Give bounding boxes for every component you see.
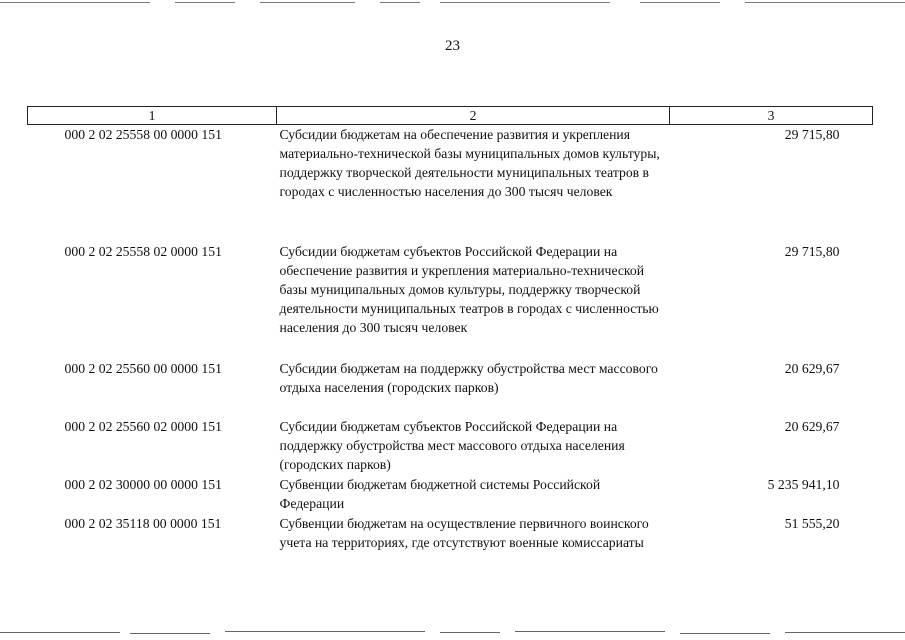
budget-amount: 29 715,80	[784, 243, 840, 259]
table-row	[28, 125, 873, 242]
budget-code: 000 2 02 25560 00 0000 151	[64, 360, 222, 376]
budget-code: 000 2 02 25560 02 0000 151	[64, 418, 222, 434]
budget-item-name: Субвенции бюджетам на осуществление первичного воинского учета на территориях, где отсутствуют военные комиссариаты	[279, 515, 649, 550]
budget-table	[27, 106, 873, 572]
budget-code: 000 2 02 35118 00 0000 151	[64, 515, 222, 531]
budget-item-name: Субсидии бюджетам субъектов Российской Федерации на поддержку обустройства мест массового отдыха населения (городских парков)	[279, 418, 625, 472]
table-row	[28, 475, 873, 514]
budget-code: 000 2 02 25558 00 0000 151	[64, 127, 222, 142]
column-header-2: 2	[277, 107, 670, 125]
budget-amount: 20 629,67	[784, 360, 840, 376]
scan-top-edge	[0, 0, 905, 6]
table-row	[28, 242, 873, 359]
budget-item-name: Субвенции бюджетам бюджетной системы Российской Федерации	[279, 476, 601, 511]
table-row	[28, 359, 873, 417]
table-header-row	[28, 107, 873, 125]
budget-item-name: Субсидии бюджетам на поддержку обустройства мест массового отдыха населения (городских парков)	[279, 360, 658, 395]
budget-item-name: Субсидии бюджетам субъектов Российской Федерации на обеспечение развития и укрепления материально-технической базы муниципальных домов культуры, поддержку творческой деятельности муниципальных театров в городах с численностью населения до 300 тысяч человек	[279, 243, 659, 335]
budget-amount: 51 555,20	[784, 515, 840, 531]
budget-amount: 5 235 941,10	[767, 476, 840, 492]
column-header-1: 1	[28, 107, 277, 125]
column-header-3: 3	[670, 107, 873, 125]
budget-item-name: Субсидии бюджетам на обеспечение развития и укрепления материально-технической базы муниципальных домов культуры, поддержку творческой деятельности муниципальных театров в городах с численностью населения до 300 тысяч человек	[279, 127, 660, 199]
scan-bottom-edge	[0, 628, 905, 638]
budget-amount: 29 715,80	[784, 127, 840, 142]
page-number: 23	[445, 38, 460, 54]
budget-amount: 20 629,67	[784, 418, 840, 434]
table-row	[28, 417, 873, 475]
budget-code: 000 2 02 30000 00 0000 151	[64, 476, 222, 492]
budget-code: 000 2 02 25558 02 0000 151	[64, 243, 222, 259]
table-row	[28, 514, 873, 572]
